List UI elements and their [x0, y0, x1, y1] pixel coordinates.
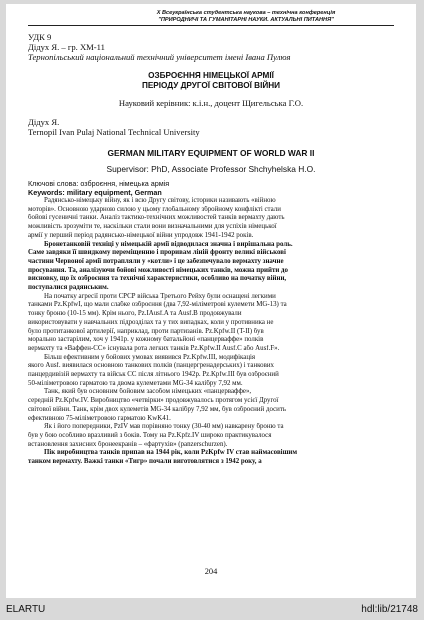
title-ua — [28, 71, 394, 91]
page-number: 204 — [204, 567, 218, 576]
paragraph-line: морально застарілим, хоч у 1941р. у кожному батальйоні «панцерваффе» полків — [28, 336, 264, 344]
title-ua-line-1: ОЗБРОЄННЯ НІМЕЦЬКОЇ АРМІЇ — [148, 71, 274, 81]
title-ua-line-2: ПЕРІОДУ ДРУГОЇ СВІТОВОЇ ВІЙНИ — [141, 81, 281, 91]
footer-bar — [0, 600, 424, 620]
paragraph — [28, 197, 394, 241]
footer-left: ELARTU — [6, 604, 46, 615]
paragraph-line: був у бою особливо вразливий з боків. Тому на Pz.Kpfz.IV широко практикувалося — [28, 431, 272, 439]
paragraph-line: можливість зрозуміти те, наскільки стали вони визначальними для успіхів німецької — [28, 223, 277, 231]
header-divider — [28, 25, 394, 26]
paragraph-line: Пік виробництва танків припав на 1944 рік, коли PzKpfw IV став наймасовішим — [44, 449, 298, 457]
keywords-en: Keywords: military equipment, German — [28, 187, 162, 197]
paragraph-line: частини Червоної армії потрапляли у «котли» і це забезпечувало вермахту значне — [28, 257, 284, 265]
paragraph — [28, 293, 394, 354]
supervisor-en: Supervisor: PhD, Associate Professor Shchyhelska H.O. — [106, 164, 316, 175]
paragraph-line: використовувати у навчальних підрозділах та у тих випадках, коли у противника не — [28, 318, 274, 326]
paragraph-line: Танк, який був основним бойовим засобом німецьких «панцерваффе», — [44, 388, 252, 396]
paragraph-line: панцердивізій вермахту та військ СС після літнього 1942р. Pz.Kpfw.III був озброєний — [28, 371, 279, 379]
paragraph-line: було протитанкової артилерії, наприклад, проти партизанів. Pz.Kpfw.II (T-II) був — [28, 327, 264, 335]
paragraph-line: Радянсько-німецьку війну, як і всю Другу світову, історики називають «війною — [44, 197, 276, 204]
university-en: Ternopil Ivan Pulaj National Technical University — [28, 127, 200, 138]
paragraph-line: танками Pz.KpfwI, що мали слабке озброєння (два 7,92-міліметрові кулемети MG-13) та — [28, 301, 287, 309]
paragraph — [28, 449, 394, 466]
conference-line-2: "ПРИРОДНИЧІ ТА ГУМАНІТАРНІ НАУКИ. АКТУАЛЬНІ ПИТАННЯ" — [158, 16, 334, 23]
paragraph-line: моторів». Основною ударною силою у цьому глобальному збройному конфлікті стали — [28, 205, 281, 213]
conference-header — [28, 4, 394, 23]
paragraph-line: Більш ефективним у бойових умовах виявився Pz.Kpfw.III, модифікація — [44, 353, 256, 361]
paragraph — [28, 423, 394, 449]
paragraph-line: бойові гусеничні танки. Аналіз тактико-технічних можливостей танків вермахту дають — [28, 214, 285, 222]
paragraph-line: просування. Та, аналізуючи бойові можливості німецьких танків, можна прийти до — [28, 266, 288, 274]
paragraph-line: танком вермахту. Важкі танки «Тигр» почали виготовлятися з 1942 року, а — [28, 458, 262, 466]
paragraph-line: армії у перший період радянсько-німецької війни упродовж 1941-1942 років. — [28, 231, 254, 239]
paragraph-line: вермахту та «Ваффен-СС» існувала рота легких танків Pz.Kpfw.II Ausf.C або Ausf.F». — [28, 344, 280, 352]
paragraph-line: встановлення захисних бронеекранів – «фартухів» (panzerschurzen). — [28, 440, 228, 448]
udk-code: УДК 9 — [28, 32, 52, 43]
paragraph-line: 50-міліметровою гарматою та двома кулеметами MG-34 калібру 7,92 мм. — [28, 379, 243, 387]
title-en: GERMAN MILITARY EQUIPMENT OF WORLD WAR II — [107, 148, 315, 159]
paragraph-line: тонку броню (10-15 мм). Крім нього, Pz.IAusf.A та Ausf.B продовжували — [28, 310, 242, 318]
paragraph-line: світової війни. Танк, крім двох кулеметів MG-34 калібру 7,92 мм, був озброєний досить — [28, 405, 286, 413]
conference-line-1: Х Всеукраїнська студентська наукова – технічна конференція — [156, 10, 336, 16]
university-ua: Тернопільський національний технічний університет імені Івана Пулюя — [28, 52, 291, 63]
paragraph-line: Бронетанковій техніці у німецькій армії відводилася значна і вирішальна роль. — [44, 240, 293, 248]
paragraph — [28, 354, 394, 389]
document-page — [6, 4, 416, 598]
paragraph-line: якого Ausf. виявилася основною танкових полків (панцергренадерських) і танкових — [28, 362, 274, 370]
keywords-ua: Ключові слова: озброєння, німецька армія — [28, 179, 170, 189]
supervisor-ua: Науковий керівник: к.і.н., доцент Щигельська Г.О. — [118, 98, 304, 109]
paragraph-line: середній Pz.Kpfw.IV. Виробництво «четвірки» продовжувалось протягом усієї Другої — [28, 397, 279, 405]
paragraph-line: Як і його попередники, PzIV мав порівняно тонку (30-40 мм) навкарену броню та — [44, 423, 284, 431]
body-text — [28, 197, 394, 467]
paragraph-line: висновку, що їх озброєння та технічні характеристики, особливо на початку війни, — [28, 275, 287, 283]
paragraph-line: На початку агресії проти СРСР війська Третього Рейху були оснащені легкими — [44, 292, 276, 300]
paragraph-line: ефективною 75-міліметровою гарматою KwK41. — [28, 414, 171, 422]
paragraph — [28, 388, 394, 423]
paragraph-line: Саме завдяки її швидкому переміщенню і проривам ліній фронту великі військові — [28, 249, 286, 257]
author-en: Дідух Я. — [28, 117, 60, 128]
paragraph-line: поступалися радянським. — [28, 284, 109, 292]
paragraph — [28, 241, 394, 293]
author-ua: Дідух Я. – гр. ХМ-11 — [28, 42, 105, 53]
footer-right: hdl:lib/21748 — [361, 604, 418, 615]
